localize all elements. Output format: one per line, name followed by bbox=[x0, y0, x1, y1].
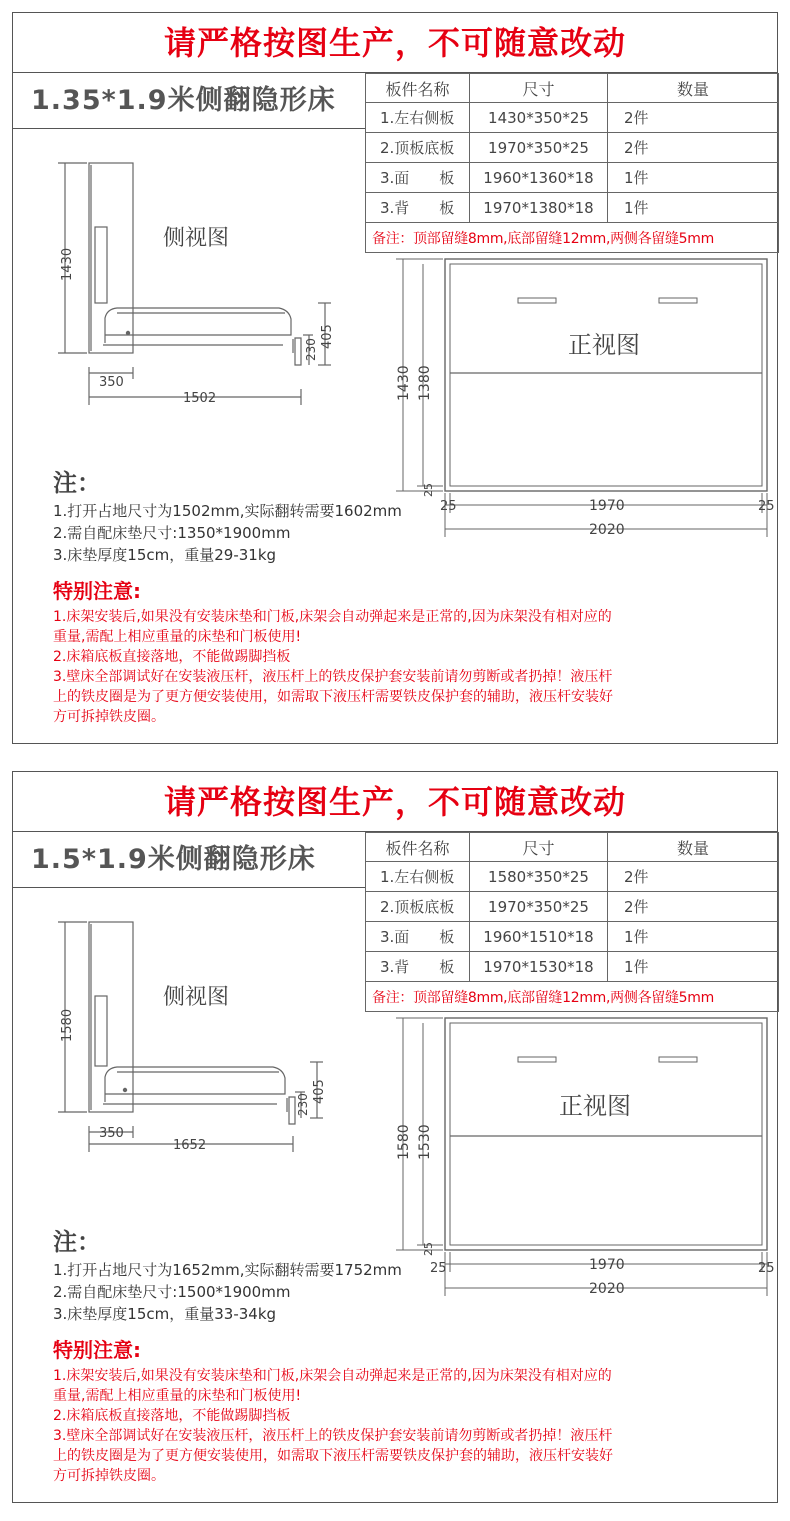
part-size: 1970*350*25 bbox=[470, 892, 608, 922]
special-line: 方可拆掉铁皮圈。 bbox=[53, 709, 165, 725]
special-notes-section bbox=[53, 575, 763, 727]
side-height-dim: 1430 bbox=[60, 247, 75, 281]
note-line: 3.床垫厚度15cm，重量33-34kg bbox=[53, 1305, 277, 1323]
warning-banner: 请严格按图生产，不可随意改动 bbox=[13, 772, 777, 832]
special-line: 3.壁床全部调试好在安装液压杆，液压杆上的铁皮保护套安装前请勿剪断或者扔掉！液压杆 bbox=[53, 669, 613, 685]
note-line: 2.需自配床垫尺寸:1500*1900mm bbox=[53, 1283, 291, 1301]
part-size: 1960*1360*18 bbox=[470, 163, 608, 193]
handle-right bbox=[659, 1057, 697, 1062]
model-title: 1.5*1.9米侧翻隐形床 bbox=[13, 832, 365, 888]
header-quantity: 数量 bbox=[608, 74, 779, 103]
spec-panel-2 bbox=[12, 771, 778, 1503]
special-line: 1.床架安装后,如果没有安装床垫和门板,床架会自动弹起来是正常的,因为床架没有相对应的 bbox=[53, 1368, 612, 1384]
dim-405: 405 bbox=[320, 324, 335, 349]
part-name: 1.左右侧板 bbox=[366, 862, 470, 892]
side-view-label: 侧视图 bbox=[163, 985, 230, 1010]
part-name: 3.背 板 bbox=[366, 952, 470, 982]
front-outer-width-dim: 2020 bbox=[589, 1281, 625, 1297]
front-inner-width-dim: 1970 bbox=[589, 498, 625, 514]
handle-left bbox=[518, 1057, 556, 1062]
part-qty: 2件 bbox=[608, 862, 779, 892]
header-quantity: 数量 bbox=[608, 833, 779, 862]
special-line: 2.床箱底板直接落地，不能做踢脚挡板 bbox=[53, 1408, 291, 1424]
side-depth-dim: 350 bbox=[99, 1126, 124, 1141]
spec-panel-1 bbox=[12, 12, 778, 744]
notes-heading: 注： bbox=[53, 1228, 101, 1256]
part-qty: 1件 bbox=[608, 952, 779, 982]
handle-right bbox=[659, 298, 697, 303]
warning-banner: 请严格按图生产，不可随意改动 bbox=[13, 13, 777, 73]
part-qty: 2件 bbox=[608, 133, 779, 163]
bed-leg bbox=[287, 1097, 295, 1124]
side-view-label: 侧视图 bbox=[163, 226, 230, 251]
special-line: 3.壁床全部调试好在安装液压杆，液压杆上的铁皮保护套安装前请勿剪断或者扔掉！液压杆 bbox=[53, 1428, 613, 1444]
cabinet-panel bbox=[95, 996, 107, 1066]
gap-note: 备注：顶部留缝8mm,底部留缝12mm,两侧各留缝5mm bbox=[366, 982, 779, 1012]
front-view-label: 正视图 bbox=[568, 331, 640, 359]
side-open-length-dim: 1652 bbox=[173, 1138, 207, 1153]
part-size: 1970*350*25 bbox=[470, 133, 608, 163]
special-heading: 特别注意: bbox=[53, 579, 141, 603]
front-outer-width-dim: 2020 bbox=[589, 522, 625, 538]
side-open-length-dim: 1502 bbox=[183, 391, 217, 406]
special-notes-section bbox=[53, 1334, 763, 1486]
handle-left bbox=[518, 298, 556, 303]
dim-230: 230 bbox=[296, 1093, 310, 1116]
special-line: 上的铁皮圈是为了更方便安装使用，如需取下液压杆需要铁皮保护套的辅助，液压杆安装好 bbox=[53, 689, 613, 705]
front-inner-height-dim: 1530 bbox=[417, 1124, 433, 1160]
part-qty: 1件 bbox=[608, 163, 779, 193]
cabinet-panel bbox=[95, 227, 107, 303]
side-view-drawing bbox=[58, 163, 331, 405]
front-outer-frame bbox=[445, 1018, 767, 1250]
notes-section bbox=[53, 1222, 773, 1325]
header-size: 尺寸 bbox=[470, 74, 608, 103]
front-outer-height-dim: 1430 bbox=[396, 365, 412, 401]
front-right-gap-dim: 25 bbox=[758, 1261, 775, 1276]
special-line: 上的铁皮圈是为了更方便安装使用，如需取下液压杆需要铁皮保护套的辅助，液压杆安装好 bbox=[53, 1448, 613, 1464]
part-name: 1.左右侧板 bbox=[366, 103, 470, 133]
dim-230: 230 bbox=[304, 338, 318, 361]
notes-heading: 注： bbox=[53, 469, 101, 497]
part-size: 1430*350*25 bbox=[470, 103, 608, 133]
part-name: 2.顶板底板 bbox=[366, 892, 470, 922]
front-right-gap-dim: 25 bbox=[758, 499, 775, 514]
special-line: 2.床箱底板直接落地，不能做踢脚挡板 bbox=[53, 649, 291, 665]
special-line: 1.床架安装后,如果没有安装床垫和门板,床架会自动弹起来是正常的,因为床架没有相对应的 bbox=[53, 609, 612, 625]
header-part-name: 板件名称 bbox=[366, 833, 470, 862]
front-inner-width-dim: 1970 bbox=[589, 1257, 625, 1273]
part-qty: 2件 bbox=[608, 892, 779, 922]
part-name: 2.顶板底板 bbox=[366, 133, 470, 163]
front-outer-frame bbox=[445, 259, 767, 491]
front-bottom-dim: 25 bbox=[422, 1242, 435, 1256]
front-bottom-dim: 25 bbox=[422, 483, 435, 497]
part-name: 3.面 板 bbox=[366, 922, 470, 952]
part-size: 1970*1530*18 bbox=[470, 952, 608, 982]
note-line: 2.需自配床垫尺寸:1350*1900mm bbox=[53, 524, 291, 542]
part-size: 1960*1510*18 bbox=[470, 922, 608, 952]
side-height-dim: 1580 bbox=[60, 1008, 75, 1042]
special-line: 重量,需配上相应重量的床垫和门板使用! bbox=[53, 1388, 302, 1404]
header-part-name: 板件名称 bbox=[366, 74, 470, 103]
note-line: 1.打开占地尺寸为1652mm,实际翻转需要1752mm bbox=[53, 1261, 402, 1279]
header-size: 尺寸 bbox=[470, 833, 608, 862]
note-line: 3.床垫厚度15cm，重量29-31kg bbox=[53, 546, 277, 564]
front-left-gap-dim: 25 bbox=[440, 499, 457, 514]
part-qty: 2件 bbox=[608, 103, 779, 133]
special-line: 方可拆掉铁皮圈。 bbox=[53, 1468, 165, 1484]
note-line: 1.打开占地尺寸为1502mm,实际翻转需要1602mm bbox=[53, 502, 402, 520]
side-view-drawing bbox=[58, 922, 323, 1152]
special-heading: 特别注意: bbox=[53, 1338, 141, 1362]
part-size: 1580*350*25 bbox=[470, 862, 608, 892]
part-size: 1970*1380*18 bbox=[470, 193, 608, 223]
part-qty: 1件 bbox=[608, 193, 779, 223]
gap-note: 备注：顶部留缝8mm,底部留缝12mm,两侧各留缝5mm bbox=[366, 223, 779, 253]
front-view-label: 正视图 bbox=[559, 1092, 631, 1120]
bed-leg bbox=[293, 338, 301, 365]
model-title: 1.35*1.9米侧翻隐形床 bbox=[13, 73, 365, 129]
front-inner-height-dim: 1380 bbox=[417, 365, 433, 401]
notes-section bbox=[53, 463, 773, 566]
part-name: 3.面 板 bbox=[366, 163, 470, 193]
special-line: 重量,需配上相应重量的床垫和门板使用! bbox=[53, 629, 302, 645]
part-name: 3.背 板 bbox=[366, 193, 470, 223]
side-depth-dim: 350 bbox=[99, 375, 124, 390]
front-outer-height-dim: 1580 bbox=[396, 1124, 412, 1160]
front-left-gap-dim: 25 bbox=[430, 1261, 447, 1276]
dim-405: 405 bbox=[312, 1079, 327, 1104]
part-qty: 1件 bbox=[608, 922, 779, 952]
